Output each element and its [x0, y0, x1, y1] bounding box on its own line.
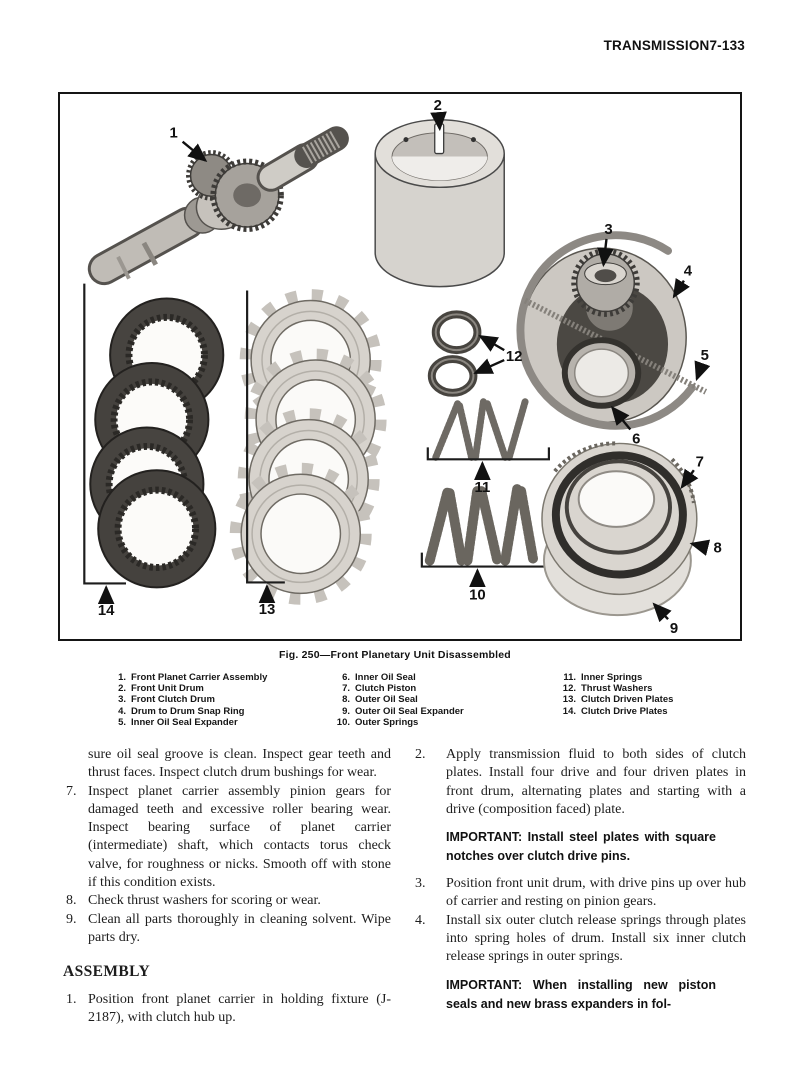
- legend-label: Clutch Driven Plates: [581, 694, 674, 706]
- legend-label: Front Planet Carrier Assembly: [131, 672, 268, 683]
- legend-num: 14.: [562, 705, 576, 717]
- figure-part-front-clutch-drum: [507, 233, 706, 438]
- legend-num: 3.: [118, 694, 126, 706]
- legend-item: [556, 672, 673, 683]
- legend-num: 9.: [342, 705, 350, 717]
- legend-num: 1.: [118, 672, 126, 683]
- legend-item: [330, 717, 464, 728]
- list-item-number: 2.: [415, 747, 426, 762]
- legend-num: 4.: [118, 705, 126, 717]
- legend-item: [330, 706, 464, 717]
- legend-item: [556, 694, 673, 705]
- legend-item: [330, 683, 464, 694]
- page-header: [604, 38, 745, 53]
- callout-11: 11: [474, 480, 491, 497]
- callout-7: 7: [695, 454, 704, 471]
- body-column-left: [63, 746, 391, 1027]
- header-section-title: TRANSMISSION: [603, 38, 710, 53]
- legend-item: [556, 683, 673, 694]
- list-item-text: Install six outer clutch release springs through plates into spring holes of drum. Install six inner clutch release springs in outer springs.: [446, 912, 746, 965]
- legend-label: Inner Oil Seal: [355, 672, 416, 683]
- legend-num: 10.: [336, 716, 350, 728]
- legend-column-1: [106, 672, 267, 728]
- figure-part-front-unit-drum: [375, 120, 504, 287]
- figure-250: [58, 92, 742, 641]
- legend-num: 13.: [562, 694, 576, 706]
- legend-item: [330, 694, 464, 705]
- list-item-number: 3.: [415, 876, 426, 892]
- body-column-right: [408, 746, 746, 1023]
- callout-8: 8: [713, 540, 722, 557]
- list-item-number: 8.: [66, 893, 77, 909]
- legend-label: Clutch Piston: [355, 683, 417, 695]
- callout-5: 5: [700, 348, 709, 365]
- legend-num: 11.: [563, 672, 576, 683]
- legend-label: Thrust Washers: [581, 683, 653, 695]
- list-item-number: 7.: [66, 783, 77, 799]
- callout-13: 13: [258, 602, 276, 619]
- list-item-8: [63, 892, 391, 910]
- figure-part-clutch-drive-plates: [90, 298, 223, 587]
- legend-item: [106, 706, 267, 717]
- legend-num: 7.: [342, 683, 350, 695]
- figure-part-outer-springs: [430, 489, 533, 560]
- legend-item: [106, 672, 267, 683]
- figure-part-front-planet-carrier: [104, 139, 336, 279]
- figure-caption: Fig. 250—Front Planetary Unit Disassembled: [279, 649, 511, 661]
- important-note-1: IMPORTANT: Install steel plates with square notches over clutch drive pins.: [446, 830, 716, 864]
- callout-1: 1: [169, 125, 178, 142]
- list-item-assembly-1: [63, 991, 391, 1028]
- legend-label: Clutch Drive Plates: [581, 705, 668, 717]
- legend-num: 6.: [342, 672, 350, 683]
- list-item-text: Check thrust washers for scoring or wear.: [88, 893, 321, 909]
- list-item-4: [408, 912, 746, 967]
- figure-part-clutch-driven-plates: [235, 295, 381, 600]
- legend-item: [106, 694, 267, 705]
- header-page-number: 7-133: [709, 38, 745, 53]
- legend-label: Drum to Drum Snap Ring: [131, 705, 245, 717]
- paragraph-continuation: sure oil seal groove is clean. Inspect gear teeth and thrust faces. Inspect clutch drum bushings for wear.: [88, 747, 391, 781]
- legend-label: Inner Springs: [581, 672, 643, 683]
- list-item-3: [408, 875, 746, 912]
- legend-item: [106, 717, 267, 728]
- legend-label: Front Clutch Drum: [131, 694, 215, 706]
- figure-part-inner-springs: [436, 402, 525, 458]
- list-item-number: 1.: [66, 991, 77, 1007]
- list-item-2: [408, 746, 746, 819]
- callout-6: 6: [632, 431, 641, 448]
- callout-12: 12: [505, 349, 523, 366]
- legend-num: 5.: [118, 716, 126, 728]
- list-item-number: 9.: [66, 911, 77, 927]
- callout-9: 9: [669, 621, 679, 638]
- list-item-text: Position front unit drum, with drive pins up over hub of carrier and resting on pinion gears.: [446, 876, 746, 910]
- list-item-text: Inspect planet carrier assembly pinion gears for damaged teeth and excessive roller bearing wear. Inspect bearing surface of planet carrier (intermediate) shaft, which contacts torus check valve, for roughness or nicks. Smooth off with stone if this condition exists.: [88, 783, 391, 891]
- assembly-heading: ASSEMBLY: [63, 963, 151, 981]
- figure-part-clutch-piston: [542, 443, 697, 615]
- legend-num: 8.: [342, 694, 350, 706]
- legend-item: [330, 672, 464, 683]
- legend-label: Outer Oil Seal Expander: [355, 705, 464, 717]
- figure-illustration: [60, 94, 740, 639]
- callout-10: 10: [469, 587, 486, 604]
- list-item-7: [63, 783, 391, 893]
- legend-column-3: [556, 672, 673, 717]
- list-item-9: [63, 911, 391, 948]
- list-item-number: 4.: [415, 912, 426, 928]
- callout-4: 4: [683, 263, 693, 280]
- figure-part-thrust-washers: [432, 314, 478, 392]
- list-item-text: Apply transmission fluid to both sides of clutch plates. Install four drive and four driven plates in front drum, alternating plates and starting with a drive (composition faced) plate.: [446, 747, 746, 817]
- bracket-11: [428, 447, 549, 459]
- legend-num: 2.: [118, 683, 126, 695]
- list-item-text: Clean all parts thoroughly in cleaning solvent. Wipe parts dry.: [88, 911, 391, 945]
- callout-3: 3: [604, 221, 613, 238]
- legend-item: [106, 683, 267, 694]
- important-note-2: IMPORTANT: When installing new piston seals and new brass expanders in fol-: [446, 977, 716, 1011]
- list-item-text: Position front planet carrier in holding fixture (J-2187), with clutch hub up.: [88, 991, 391, 1025]
- callout-14: 14: [97, 603, 115, 620]
- legend-label: Outer Springs: [355, 716, 419, 728]
- callout-2: 2: [433, 97, 442, 114]
- legend-label: Front Unit Drum: [131, 683, 204, 695]
- legend-column-2: [330, 672, 464, 728]
- legend-num: 12.: [562, 683, 576, 695]
- legend-item: [556, 706, 673, 717]
- legend-label: Outer Oil Seal: [355, 694, 418, 706]
- legend-label: Inner Oil Seal Expander: [131, 716, 238, 728]
